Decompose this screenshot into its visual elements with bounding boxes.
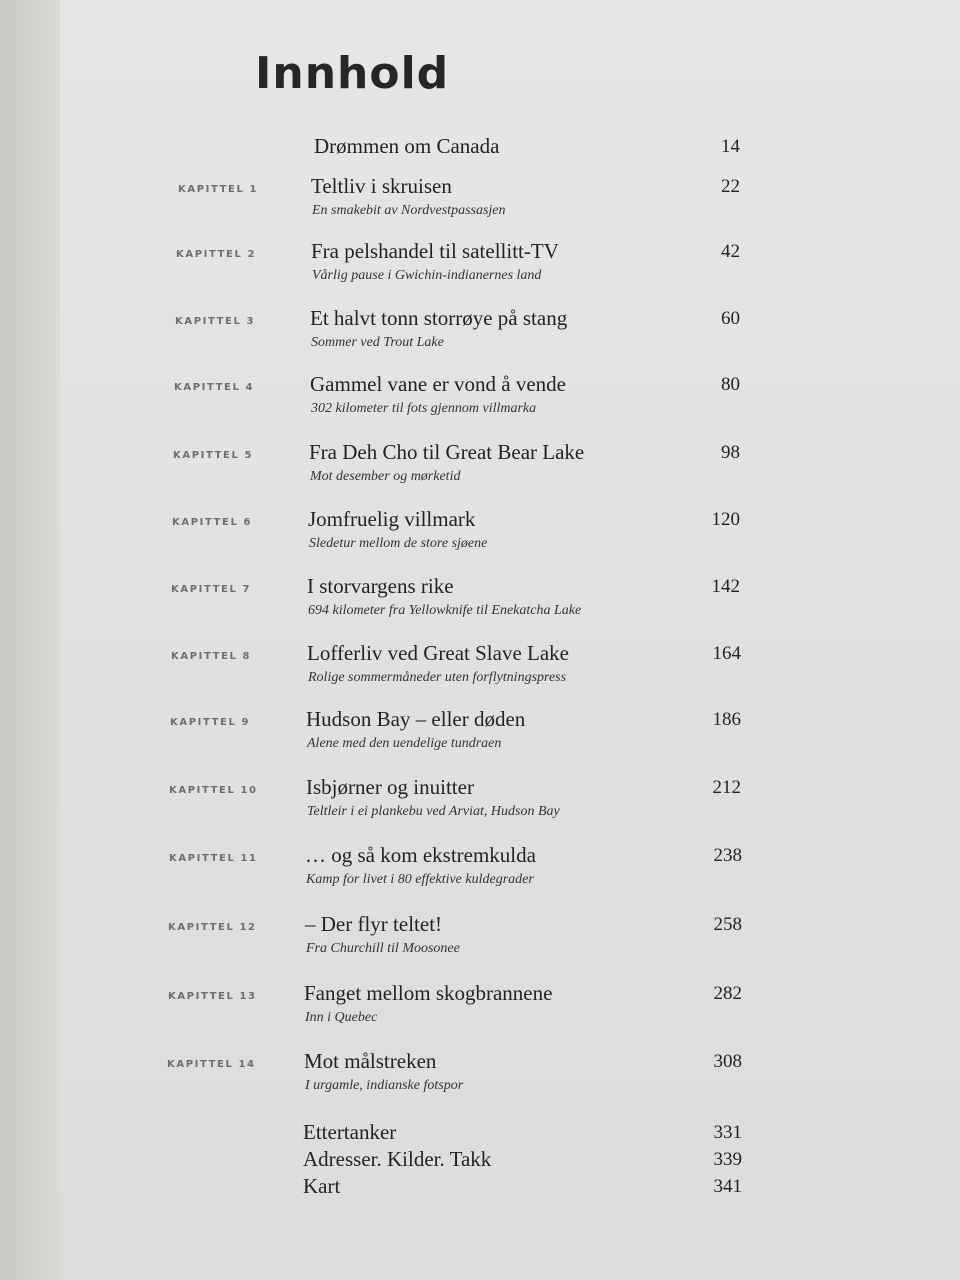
chapter-subtitle: Sommer ved Trout Lake [311, 335, 444, 350]
chapter-title: Fanget mellom skogbrannene [304, 981, 553, 1005]
chapter-subtitle: Vårlig pause i Gwichin-indianernes land [312, 268, 542, 283]
chapter-subtitle: En smakebit av Nordvestpassasjen [312, 203, 506, 218]
chapter-title: – Der flyr teltet! [305, 912, 443, 936]
chapter-subtitle: Fra Churchill til Moosonee [306, 941, 460, 956]
chapter-label: KAPITTEL 10 [169, 785, 258, 796]
page-number: 60 [721, 308, 740, 329]
chapter-title: Jomfruelig villmark [308, 507, 476, 531]
chapter-title: I storvargens rike [307, 574, 454, 598]
chapter-subtitle: Alene med den uendelige tundraen [307, 736, 502, 751]
chapter-label: KAPITTEL 12 [168, 922, 257, 933]
chapter-title: Teltliv i skruisen [311, 174, 452, 198]
chapter-title: Hudson Bay – eller døden [306, 707, 526, 731]
chapter-label: KAPITTEL 13 [168, 991, 257, 1002]
chapter-title: Fra Deh Cho til Great Bear Lake [309, 440, 585, 464]
page-title: Innhold [255, 48, 450, 99]
chapter-subtitle: I urgamle, indianske fotspor [305, 1078, 464, 1093]
chapter-label: KAPITTEL 2 [176, 249, 257, 260]
chapter-title: Drømmen om Canada [314, 134, 500, 158]
chapter-title: Fra pelshandel til satellitt-TV [311, 239, 559, 263]
chapter-title: Ettertanker [303, 1120, 397, 1144]
chapter-label: KAPITTEL 7 [171, 584, 252, 595]
chapter-subtitle: Inn i Quebec [305, 1010, 378, 1025]
chapter-label: KAPITTEL 1 [178, 184, 259, 195]
page-number: 186 [712, 709, 741, 730]
chapter-title: Isbjørner og inuitter [306, 775, 474, 799]
page-number: 14 [721, 136, 740, 157]
page-number: 339 [713, 1149, 742, 1170]
chapter-subtitle: Teltleir i ei plankebu ved Arviat, Hudson Bay [307, 804, 560, 819]
page-number: 80 [721, 374, 740, 395]
chapter-label: KAPITTEL 4 [174, 382, 255, 393]
chapter-title: Mot målstreken [304, 1049, 437, 1073]
chapter-title: Gammel vane er vond å vende [310, 372, 566, 396]
page-number: 282 [713, 983, 742, 1004]
page-number: 98 [721, 442, 740, 463]
page-number: 22 [721, 176, 740, 197]
chapter-subtitle: Mot desember og mørketid [310, 469, 461, 484]
chapter-title: Lofferliv ved Great Slave Lake [307, 641, 569, 665]
chapter-title: Et halvt tonn storrøye på stang [310, 306, 568, 330]
chapter-label: KAPITTEL 11 [169, 853, 258, 864]
chapter-label: KAPITTEL 9 [170, 717, 251, 728]
page-number: 238 [713, 845, 742, 866]
chapter-label: KAPITTEL 8 [171, 651, 252, 662]
page-number: 120 [711, 509, 740, 530]
chapter-title: … og så kom ekstremkulda [305, 843, 536, 867]
page-number: 42 [721, 241, 740, 262]
chapter-label: KAPITTEL 3 [175, 316, 256, 327]
page-number: 331 [713, 1122, 742, 1143]
chapter-subtitle: 694 kilometer fra Yellowknife til Enekatcha Lake [308, 603, 582, 618]
chapter-label: KAPITTEL 5 [173, 450, 254, 461]
page-number: 341 [713, 1176, 742, 1197]
chapter-subtitle: Sledetur mellom de store sjøene [309, 536, 488, 551]
page-number: 212 [712, 777, 741, 798]
chapter-subtitle: 302 kilometer til fots gjennom villmarka [311, 401, 537, 416]
chapter-title: Adresser. Kilder. Takk [303, 1147, 492, 1171]
chapter-label: KAPITTEL 14 [167, 1059, 256, 1070]
chapter-subtitle: Rolige sommermåneder uten forflytningspress [308, 670, 567, 685]
chapter-subtitle: Kamp for livet i 80 effektive kuldegrader [306, 872, 534, 887]
chapter-label: KAPITTEL 6 [172, 517, 253, 528]
page-number: 164 [712, 643, 741, 664]
page-number: 308 [713, 1051, 742, 1072]
chapter-title: Kart [303, 1174, 341, 1198]
page-number: 258 [713, 914, 742, 935]
page-number: 142 [711, 576, 740, 597]
